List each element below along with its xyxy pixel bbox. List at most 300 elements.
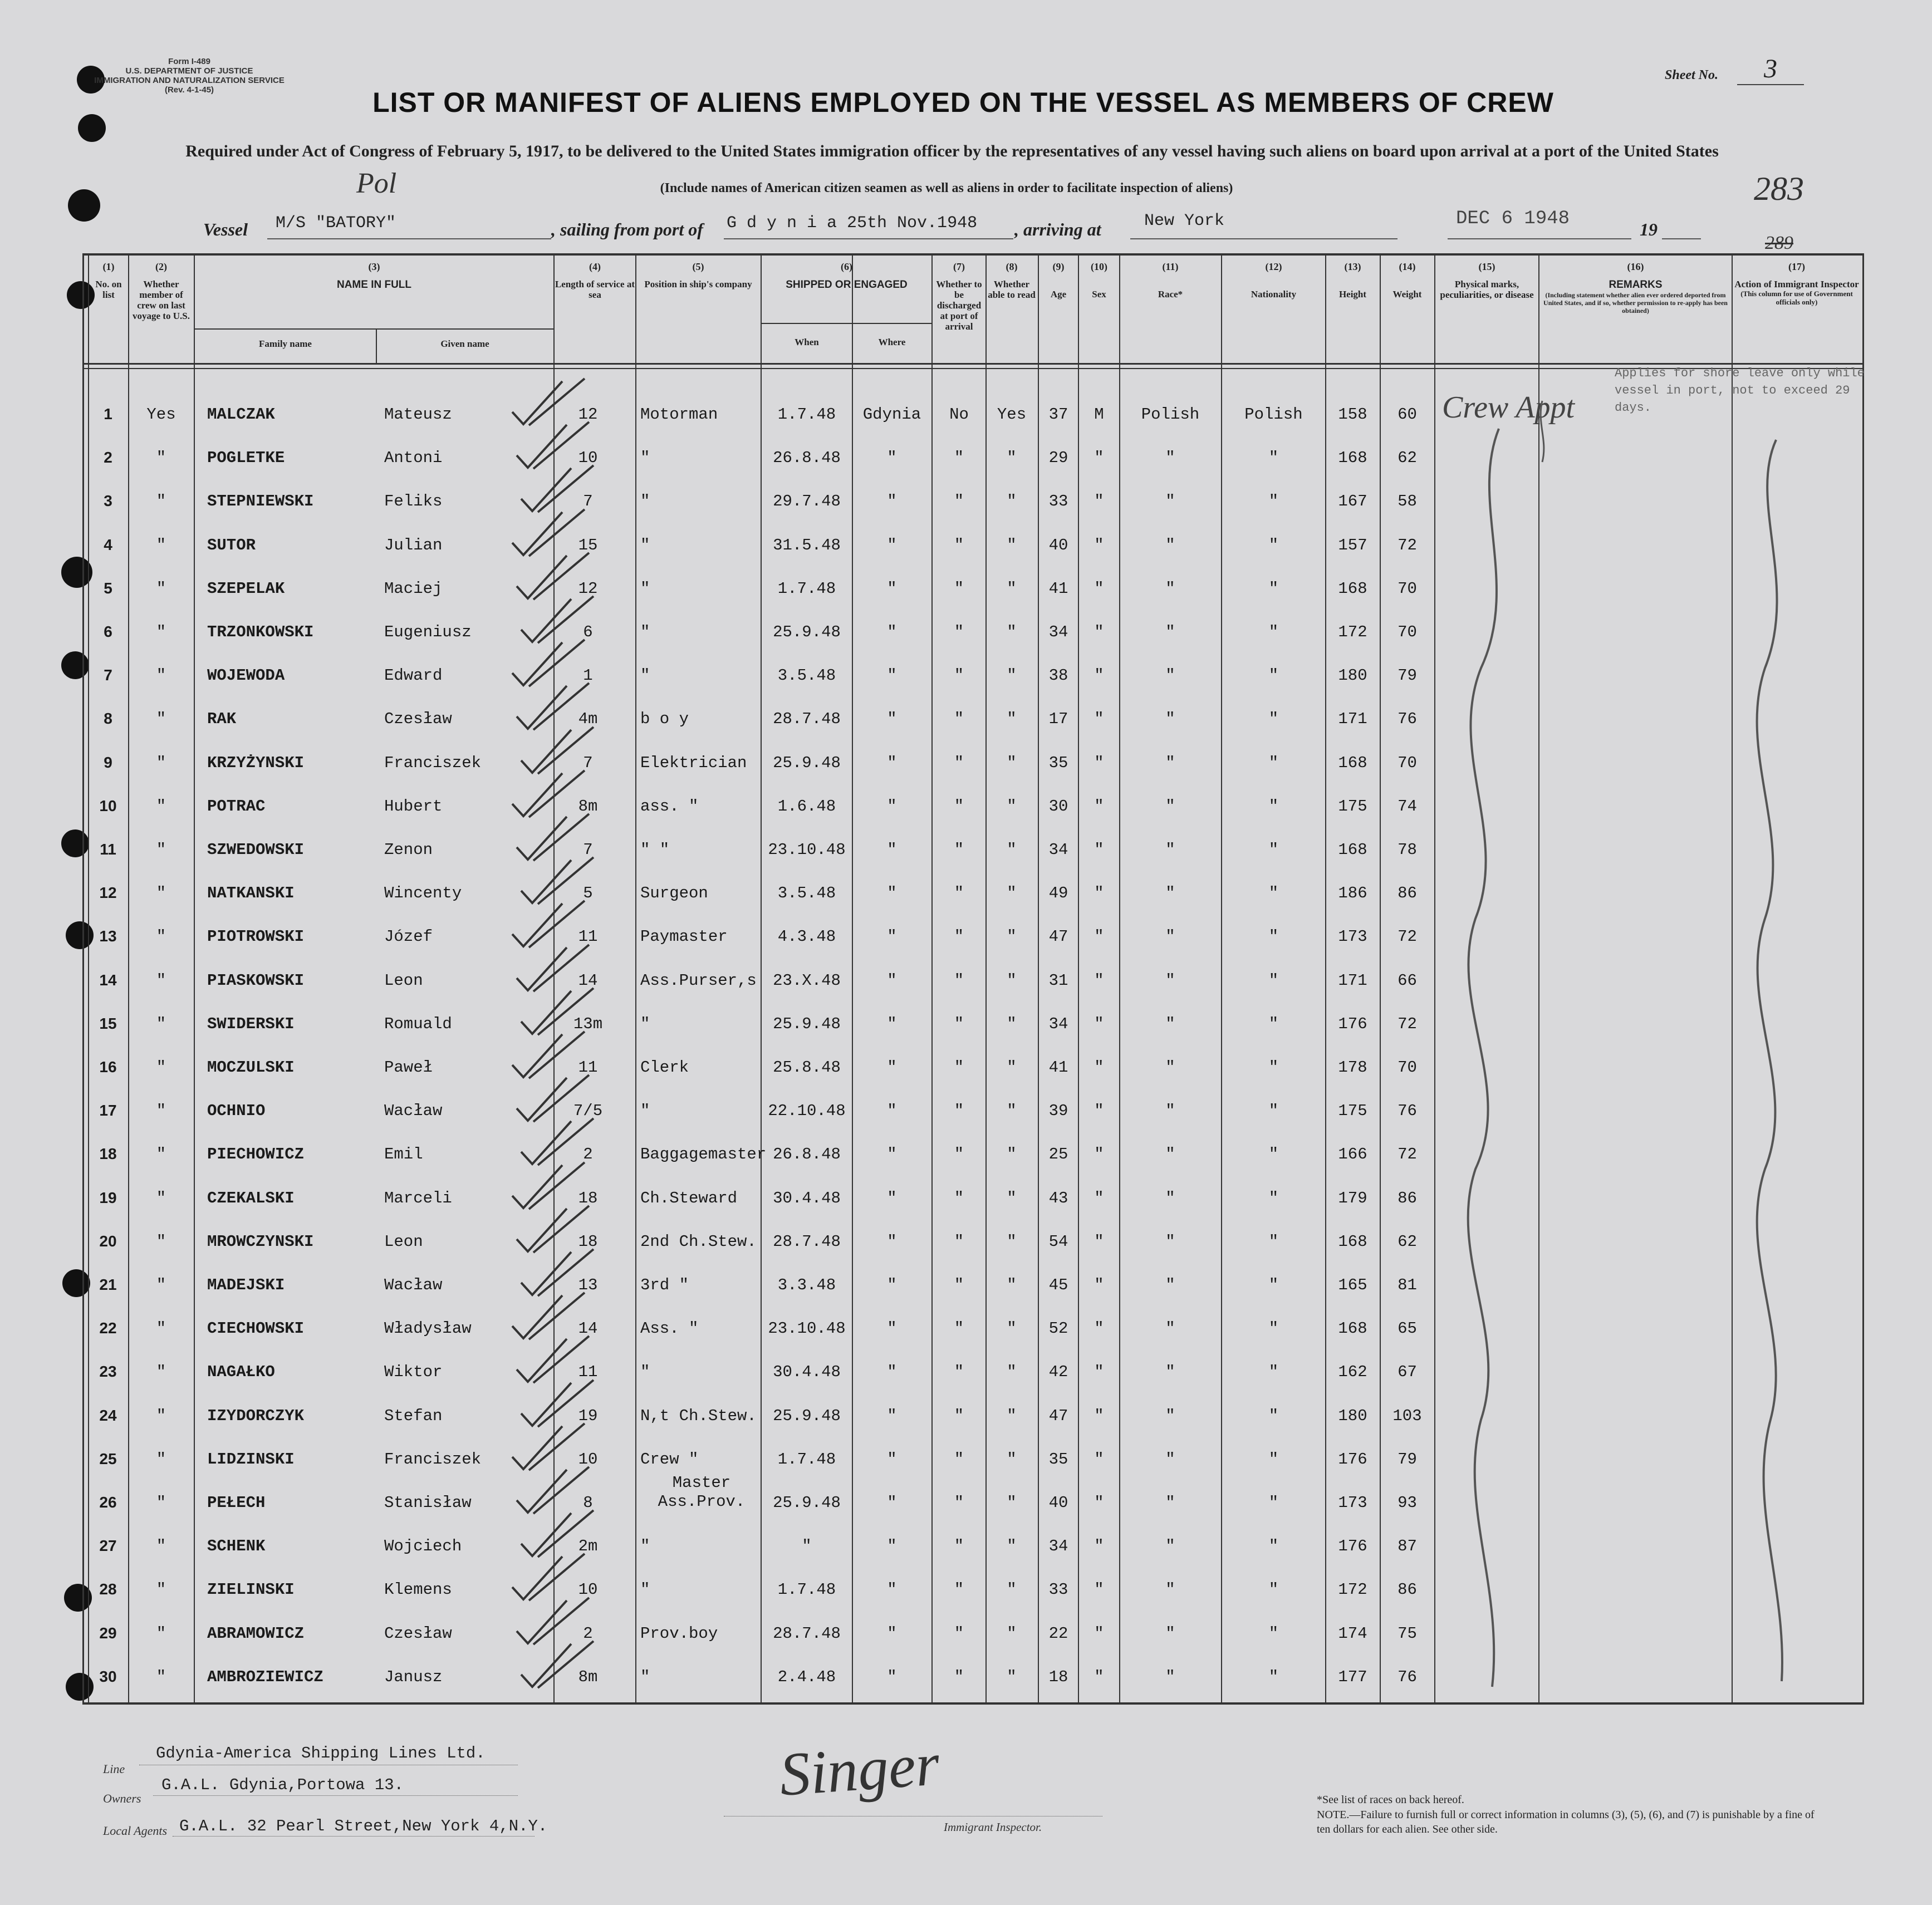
cell-nationality: " bbox=[1268, 971, 1279, 990]
cell-service-length: 18 bbox=[578, 1189, 598, 1207]
penalty-note: NOTE.—Failure to furnish full or correct information in columns (3), (5), (6), and (7) is punishable by a fine of ten dollars for each alien. See other side. bbox=[1317, 1809, 1815, 1835]
col-number: (14) bbox=[1399, 261, 1416, 272]
row-number: 16 bbox=[99, 1058, 117, 1076]
row-number: 29 bbox=[99, 1624, 117, 1642]
cell-able-to-read: " bbox=[1007, 1624, 1017, 1643]
cell-race: " bbox=[1165, 1319, 1175, 1338]
cell-nationality: " bbox=[1268, 1058, 1279, 1077]
cell-weight: 93 bbox=[1397, 1494, 1417, 1512]
cell-age: 54 bbox=[1048, 1233, 1068, 1251]
col-title: Weight bbox=[1392, 289, 1422, 300]
cell-shipped-where: " bbox=[887, 841, 897, 859]
cell-race: " bbox=[1165, 666, 1175, 685]
cell-shipped-where: " bbox=[887, 666, 897, 685]
cell-sex: " bbox=[1094, 1363, 1104, 1381]
cell-weight: 60 bbox=[1397, 405, 1417, 424]
ditto-wavy-line bbox=[1468, 429, 1499, 1687]
cell-able-to-read: " bbox=[1007, 1189, 1017, 1207]
cell-weight: 103 bbox=[1392, 1407, 1422, 1425]
cell-race: " bbox=[1165, 1580, 1175, 1599]
col-number: (1) bbox=[102, 261, 115, 272]
cell-position: " bbox=[640, 1102, 650, 1120]
cell-weight: 62 bbox=[1397, 1233, 1417, 1251]
cell-service-length: 18 bbox=[578, 1233, 598, 1251]
cell-nationality: " bbox=[1268, 1276, 1279, 1294]
cell-nationality: " bbox=[1268, 1189, 1279, 1207]
cell-height: 168 bbox=[1338, 580, 1367, 598]
cell-given-name: Klemens bbox=[384, 1580, 452, 1599]
cell-last-voyage: " bbox=[156, 1233, 166, 1251]
cell-given-name: Romuald bbox=[384, 1015, 452, 1033]
cell-race: " bbox=[1165, 1363, 1175, 1381]
cell-race: " bbox=[1165, 1450, 1175, 1469]
cell-last-voyage: " bbox=[156, 492, 166, 510]
cell-service-length: 6 bbox=[583, 623, 593, 641]
header-where: Where bbox=[878, 337, 906, 347]
cell-last-voyage: " bbox=[156, 1319, 166, 1338]
cell-weight: 65 bbox=[1397, 1319, 1417, 1338]
cell-race: " bbox=[1165, 710, 1175, 728]
col-number: (9) bbox=[1052, 261, 1065, 272]
cell-weight: 72 bbox=[1397, 1015, 1417, 1033]
cell-position: b o y bbox=[640, 710, 689, 728]
cell-nationality: " bbox=[1268, 1450, 1279, 1469]
cell-weight: 79 bbox=[1397, 1450, 1417, 1469]
cell-weight: 72 bbox=[1397, 927, 1417, 946]
cell-position: " bbox=[640, 1580, 650, 1599]
arriving-label: , arriving at bbox=[1014, 219, 1101, 239]
header-family-name: Family name bbox=[259, 338, 312, 349]
cell-position: Surgeon bbox=[640, 884, 708, 902]
cell-height: 186 bbox=[1338, 884, 1367, 902]
cell-shipped-when: 28.7.48 bbox=[773, 1624, 841, 1643]
cell-shipped-when: 26.8.48 bbox=[773, 1145, 841, 1163]
cell-service-length: 14 bbox=[578, 971, 598, 990]
cell-service-length: 12 bbox=[578, 405, 598, 424]
cell-able-to-read: " bbox=[1007, 492, 1017, 510]
cell-shipped-where: " bbox=[887, 1145, 897, 1163]
cell-discharged: " bbox=[954, 666, 964, 685]
cell-sex: " bbox=[1094, 710, 1104, 728]
cell-position: " bbox=[640, 449, 650, 467]
cell-able-to-read: " bbox=[1007, 449, 1017, 467]
cell-sex: " bbox=[1094, 1537, 1104, 1555]
cell-race: Polish bbox=[1141, 405, 1200, 424]
cell-shipped-where: " bbox=[887, 971, 897, 990]
col-number: (6) bbox=[841, 261, 852, 272]
cell-given-name: Marceli bbox=[384, 1189, 452, 1207]
row-number: 18 bbox=[99, 1145, 117, 1162]
cell-position: " bbox=[640, 623, 650, 641]
cell-age: 31 bbox=[1048, 971, 1068, 990]
vessel-label: Vessel bbox=[203, 219, 248, 239]
cell-family-name: LIDZINSKI bbox=[207, 1450, 295, 1469]
cell-height: 171 bbox=[1338, 710, 1367, 728]
cell-able-to-read: " bbox=[1007, 536, 1017, 554]
checkmark-strokes bbox=[512, 379, 594, 1688]
cell-last-voyage: " bbox=[156, 1276, 166, 1294]
cell-shipped-when: 25.9.48 bbox=[773, 623, 841, 641]
cell-able-to-read: " bbox=[1007, 1276, 1017, 1294]
cell-shipped-where: " bbox=[887, 927, 897, 946]
cell-service-length: 2 bbox=[583, 1624, 593, 1643]
row-number: 13 bbox=[99, 927, 117, 945]
cell-service-length: 11 bbox=[578, 1363, 598, 1381]
cell-height: 177 bbox=[1338, 1668, 1367, 1686]
cell-nationality: " bbox=[1268, 623, 1279, 641]
cell-shipped-where: " bbox=[887, 1058, 897, 1077]
cell-discharged: " bbox=[954, 1624, 964, 1643]
cell-age: 34 bbox=[1048, 841, 1068, 859]
cell-height: 158 bbox=[1338, 405, 1367, 424]
cell-last-voyage: " bbox=[156, 971, 166, 990]
cell-height: 166 bbox=[1338, 1145, 1367, 1163]
col-title: Sex bbox=[1092, 289, 1106, 300]
cell-height: 172 bbox=[1338, 1580, 1367, 1599]
cell-shipped-when: 23.X.48 bbox=[773, 971, 841, 990]
cell-shipped-where: " bbox=[887, 1407, 897, 1425]
cell-last-voyage: " bbox=[156, 797, 166, 816]
cell-race: " bbox=[1165, 1407, 1175, 1425]
remarks-typed: Applies for shore leave only while vessel in port, not to exceed 29 days. bbox=[1615, 366, 1865, 415]
cell-given-name: Wincenty bbox=[384, 884, 462, 902]
cell-given-name: Maciej bbox=[384, 580, 443, 598]
cell-position: N,t Ch.Stew. bbox=[640, 1407, 757, 1425]
cell-age: 35 bbox=[1048, 1450, 1068, 1469]
cell-shipped-when: 30.4.48 bbox=[773, 1189, 841, 1207]
cell-age: 34 bbox=[1048, 1015, 1068, 1033]
col-title: Age bbox=[1050, 289, 1067, 300]
cell-position: Master Ass.Prov. bbox=[658, 1474, 746, 1511]
col-title: Whether member of crew on last voyage to U.S. bbox=[133, 279, 190, 321]
cell-age: 47 bbox=[1048, 927, 1068, 946]
cell-sex: " bbox=[1094, 492, 1104, 510]
owners-label: Owners bbox=[103, 1791, 141, 1805]
cell-shipped-when: " bbox=[802, 1537, 812, 1555]
cell-position: " bbox=[640, 580, 650, 598]
cell-position: " bbox=[640, 666, 650, 685]
cell-family-name: NATKANSKI bbox=[207, 884, 295, 902]
cell-service-length: 15 bbox=[578, 536, 598, 554]
cell-height: 168 bbox=[1338, 1233, 1367, 1251]
cell-position: 3rd " bbox=[640, 1276, 689, 1294]
cell-family-name: PIECHOWICZ bbox=[207, 1145, 305, 1163]
cell-shipped-where: " bbox=[887, 1233, 897, 1251]
cell-age: 29 bbox=[1048, 449, 1068, 467]
cell-nationality: " bbox=[1268, 1494, 1279, 1512]
col-number: (11) bbox=[1162, 261, 1179, 272]
cell-family-name: IZYDORCZYK bbox=[207, 1407, 305, 1425]
cell-nationality: " bbox=[1268, 580, 1279, 598]
cell-given-name: Paweł bbox=[384, 1058, 433, 1077]
cell-sex: " bbox=[1094, 797, 1104, 816]
cell-last-voyage: " bbox=[156, 927, 166, 946]
cell-position: " bbox=[640, 492, 650, 510]
cell-weight: 62 bbox=[1397, 449, 1417, 467]
cell-sex: " bbox=[1094, 449, 1104, 467]
cell-service-length: 10 bbox=[578, 449, 598, 467]
cell-shipped-when: 30.4.48 bbox=[773, 1363, 841, 1381]
cell-position: Ass.Purser,s bbox=[640, 971, 757, 990]
cell-sex: " bbox=[1094, 884, 1104, 902]
cell-discharged: " bbox=[954, 884, 964, 902]
sheet-number: 3 bbox=[1737, 53, 1804, 85]
page-title: LIST OR MANIFEST OF ALIENS EMPLOYED ON THE VESSEL AS MEMBERS OF CREW bbox=[372, 87, 1554, 118]
cell-given-name: Franciszek bbox=[384, 1450, 482, 1469]
cell-shipped-where: " bbox=[887, 1580, 897, 1599]
cell-weight: 70 bbox=[1397, 623, 1417, 641]
cell-shipped-when: 22.10.48 bbox=[768, 1102, 846, 1120]
cell-service-length: 2m bbox=[578, 1537, 598, 1555]
cell-weight: 76 bbox=[1397, 1668, 1417, 1686]
cell-shipped-when: 1.7.48 bbox=[777, 1450, 836, 1469]
arriving-port: New York bbox=[1144, 212, 1225, 230]
line-value: Gdynia-America Shipping Lines Ltd. bbox=[156, 1744, 486, 1762]
cell-given-name: Janusz bbox=[384, 1668, 443, 1686]
cell-nationality: " bbox=[1268, 710, 1279, 728]
cell-sex: " bbox=[1094, 536, 1104, 554]
handwritten-mark: Pol bbox=[356, 168, 397, 199]
cell-last-voyage: " bbox=[156, 841, 166, 859]
cell-able-to-read: " bbox=[1007, 1580, 1017, 1599]
cell-sex: " bbox=[1094, 1580, 1104, 1599]
cell-sex: " bbox=[1094, 841, 1104, 859]
col-number: (15) bbox=[1478, 261, 1495, 272]
cell-nationality: " bbox=[1268, 1145, 1279, 1163]
cell-able-to-read: " bbox=[1007, 1145, 1017, 1163]
cell-service-length: 11 bbox=[578, 927, 598, 946]
cell-discharged: " bbox=[954, 1145, 964, 1163]
cell-position: Prov.boy bbox=[640, 1624, 718, 1643]
cell-shipped-where: " bbox=[887, 1624, 897, 1643]
col-title: Nationality bbox=[1251, 289, 1297, 300]
cell-age: 37 bbox=[1048, 405, 1068, 424]
col-number: (3) bbox=[368, 261, 380, 272]
handwritten-crossed-number: 289 bbox=[1765, 233, 1793, 253]
cell-position: Clerk bbox=[640, 1058, 689, 1077]
cell-sex: " bbox=[1094, 623, 1104, 641]
cell-family-name: POGLETKE bbox=[207, 449, 285, 467]
cell-discharged: " bbox=[954, 1450, 964, 1469]
cell-service-length: 19 bbox=[578, 1407, 598, 1425]
col-title: Position in ship's company bbox=[644, 279, 752, 289]
races-note: *See list of races on back hereof. bbox=[1317, 1794, 1464, 1806]
cell-weight: 70 bbox=[1397, 580, 1417, 598]
cell-able-to-read: " bbox=[1007, 1102, 1017, 1120]
row-number: 24 bbox=[99, 1407, 117, 1424]
cell-age: 30 bbox=[1048, 797, 1068, 816]
cell-shipped-where: " bbox=[887, 710, 897, 728]
cell-family-name: MALCZAK bbox=[207, 405, 275, 424]
cell-given-name: Władysław bbox=[384, 1319, 472, 1338]
cell-weight: 86 bbox=[1397, 1189, 1417, 1207]
row-number: 8 bbox=[104, 710, 112, 727]
cell-service-length: 7 bbox=[583, 754, 593, 772]
cell-sex: " bbox=[1094, 580, 1104, 598]
cell-age: 25 bbox=[1048, 1145, 1068, 1163]
cell-nationality: Polish bbox=[1244, 405, 1303, 424]
cell-able-to-read: " bbox=[1007, 754, 1017, 772]
col-title: Length of service at sea bbox=[555, 279, 635, 300]
cell-shipped-when: 25.9.48 bbox=[773, 754, 841, 772]
cell-shipped-when: 31.5.48 bbox=[773, 536, 841, 554]
cell-age: 35 bbox=[1048, 754, 1068, 772]
cell-nationality: " bbox=[1268, 884, 1279, 902]
cell-nationality: " bbox=[1268, 1015, 1279, 1033]
cell-nationality: " bbox=[1268, 1319, 1279, 1338]
cell-shipped-where: " bbox=[887, 492, 897, 510]
cell-age: 45 bbox=[1048, 1276, 1068, 1294]
cell-shipped-where: Gdynia bbox=[862, 405, 921, 424]
col-number: (17) bbox=[1788, 261, 1805, 272]
cell-age: 33 bbox=[1048, 492, 1068, 510]
cell-race: " bbox=[1165, 1015, 1175, 1033]
cell-sex: " bbox=[1094, 1015, 1104, 1033]
cell-sex: " bbox=[1094, 971, 1104, 990]
cell-last-voyage: " bbox=[156, 884, 166, 902]
cell-service-length: 14 bbox=[578, 1319, 598, 1338]
cell-last-voyage: " bbox=[156, 449, 166, 467]
cell-discharged: " bbox=[954, 971, 964, 990]
cell-shipped-where: " bbox=[887, 1537, 897, 1555]
cell-sex: " bbox=[1094, 1189, 1104, 1207]
cell-discharged: " bbox=[954, 1319, 964, 1338]
cell-height: 175 bbox=[1338, 797, 1367, 816]
cell-family-name: KRZYŻYNSKI bbox=[207, 754, 305, 772]
cell-position: " bbox=[640, 1363, 650, 1381]
cell-sex: " bbox=[1094, 1624, 1104, 1643]
cell-service-length: 8 bbox=[583, 1494, 593, 1512]
cell-weight: 76 bbox=[1397, 1102, 1417, 1120]
cell-discharged: " bbox=[954, 1102, 964, 1120]
cell-given-name: Wacław bbox=[384, 1276, 443, 1294]
cell-age: 43 bbox=[1048, 1189, 1068, 1207]
cell-race: " bbox=[1165, 1233, 1175, 1251]
cell-service-length: 7 bbox=[583, 492, 593, 510]
cell-height: 173 bbox=[1338, 927, 1367, 946]
cell-family-name: ABRAMOWICZ bbox=[207, 1624, 305, 1643]
cell-discharged: " bbox=[954, 927, 964, 946]
cell-family-name: CZEKALSKI bbox=[207, 1189, 295, 1207]
header-when: When bbox=[795, 337, 819, 347]
cell-weight: 86 bbox=[1397, 884, 1417, 902]
cell-able-to-read: " bbox=[1007, 1319, 1017, 1338]
cell-given-name: Julian bbox=[384, 536, 443, 554]
cell-last-voyage: " bbox=[156, 1145, 166, 1163]
cell-sex: " bbox=[1094, 1450, 1104, 1469]
cell-given-name: Stefan bbox=[384, 1407, 443, 1425]
cell-service-length: 12 bbox=[578, 580, 598, 598]
cell-nationality: " bbox=[1268, 1580, 1279, 1599]
cell-weight: 72 bbox=[1397, 536, 1417, 554]
cell-family-name: MADEJSKI bbox=[207, 1276, 285, 1294]
agents-label: Local Agents bbox=[103, 1824, 168, 1838]
cell-age: 17 bbox=[1048, 710, 1068, 728]
cell-able-to-read: " bbox=[1007, 841, 1017, 859]
col-title: Action of Immigrant Inspector bbox=[1734, 279, 1859, 289]
cell-race: " bbox=[1165, 1537, 1175, 1555]
col-title: Whether able to read bbox=[988, 279, 1036, 300]
cell-service-length: 8m bbox=[578, 797, 598, 816]
cell-shipped-where: " bbox=[887, 1189, 897, 1207]
cell-family-name: PIASKOWSKI bbox=[207, 971, 305, 990]
cell-shipped-when: 23.10.48 bbox=[768, 841, 846, 859]
cell-weight: 78 bbox=[1397, 841, 1417, 859]
cell-last-voyage: " bbox=[156, 1668, 166, 1686]
cell-position: Crew " bbox=[640, 1450, 699, 1469]
cell-height: 175 bbox=[1338, 1102, 1367, 1120]
cell-shipped-when: 3.5.48 bbox=[777, 884, 836, 902]
cell-shipped-when: 28.7.48 bbox=[773, 710, 841, 728]
cell-position: Ch.Steward bbox=[640, 1189, 738, 1207]
cell-given-name: Eugeniusz bbox=[384, 623, 472, 641]
cell-last-voyage: " bbox=[156, 1015, 166, 1033]
cell-last-voyage: " bbox=[156, 1494, 166, 1512]
cell-shipped-when: 23.10.48 bbox=[768, 1319, 846, 1338]
cell-able-to-read: " bbox=[1007, 710, 1017, 728]
cell-able-to-read: " bbox=[1007, 1668, 1017, 1686]
cell-discharged: " bbox=[954, 1015, 964, 1033]
cell-family-name: PIOTROWSKI bbox=[207, 927, 305, 946]
header-given-name: Given name bbox=[440, 338, 489, 349]
col-title: Race* bbox=[1158, 289, 1183, 300]
cell-nationality: " bbox=[1268, 754, 1279, 772]
cell-sex: " bbox=[1094, 1058, 1104, 1077]
row-number: 19 bbox=[99, 1189, 117, 1206]
cell-weight: 81 bbox=[1397, 1276, 1417, 1294]
cell-nationality: " bbox=[1268, 1233, 1279, 1251]
cell-given-name: Emil bbox=[384, 1145, 423, 1163]
cell-nationality: " bbox=[1268, 1537, 1279, 1555]
cell-discharged: " bbox=[954, 1058, 964, 1077]
cell-service-length: 13 bbox=[578, 1276, 598, 1294]
cell-sex: " bbox=[1094, 1494, 1104, 1512]
cell-last-voyage: " bbox=[156, 1407, 166, 1425]
cell-shipped-when: 26.8.48 bbox=[773, 449, 841, 467]
line-label: Line bbox=[103, 1762, 125, 1776]
cell-shipped-where: " bbox=[887, 1494, 897, 1512]
cell-shipped-when: 29.7.48 bbox=[773, 492, 841, 510]
cell-shipped-where: " bbox=[887, 1102, 897, 1120]
cell-given-name: Feliks bbox=[384, 492, 443, 510]
cell-able-to-read: " bbox=[1007, 1015, 1017, 1033]
cell-last-voyage: " bbox=[156, 754, 166, 772]
cell-race: " bbox=[1165, 927, 1175, 946]
cell-nationality: " bbox=[1268, 927, 1279, 946]
cell-last-voyage: " bbox=[156, 1624, 166, 1643]
cell-weight: 67 bbox=[1397, 1363, 1417, 1381]
cell-race: " bbox=[1165, 1189, 1175, 1207]
col-title: Whether to be discharged at port of arrival bbox=[936, 279, 982, 332]
cell-given-name: Wiktor bbox=[384, 1363, 443, 1381]
cell-discharged: " bbox=[954, 797, 964, 816]
cell-height: 157 bbox=[1338, 536, 1367, 554]
cell-weight: 70 bbox=[1397, 754, 1417, 772]
remarks-handwritten: Crew Appt bbox=[1442, 390, 1575, 425]
row-number: 30 bbox=[99, 1668, 117, 1685]
cell-service-length: 5 bbox=[583, 884, 593, 902]
cell-weight: 87 bbox=[1397, 1537, 1417, 1555]
cell-race: " bbox=[1165, 1668, 1175, 1686]
cell-given-name: Wacław bbox=[384, 1102, 443, 1120]
cell-race: " bbox=[1165, 1145, 1175, 1163]
col-number: (10) bbox=[1091, 261, 1107, 272]
cell-age: 38 bbox=[1048, 666, 1068, 685]
cell-sex: " bbox=[1094, 754, 1104, 772]
cell-shipped-when: 1.6.48 bbox=[777, 797, 836, 816]
cell-age: 22 bbox=[1048, 1624, 1068, 1643]
cell-race: " bbox=[1165, 1102, 1175, 1120]
